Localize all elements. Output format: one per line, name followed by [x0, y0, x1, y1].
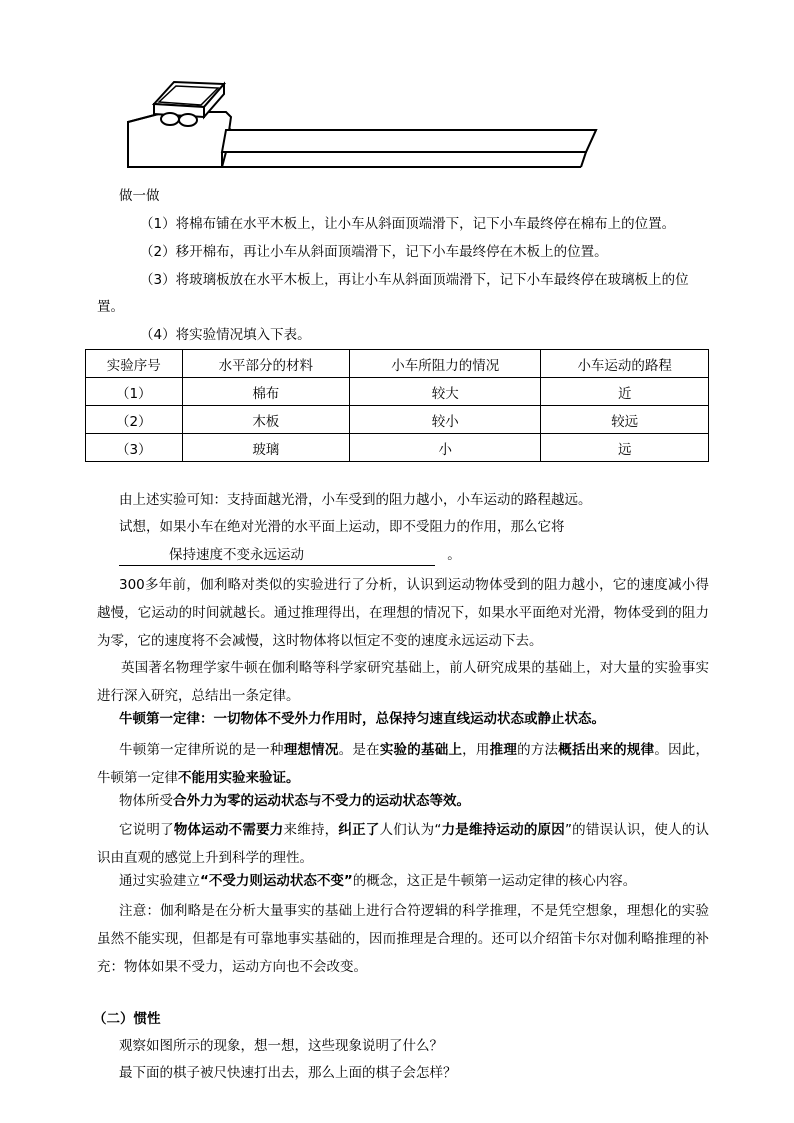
step-3: （3）将玻璃板放在水平木板上，再让小车从斜面顶端滑下，记下小车最终停在玻璃板上的位: [140, 272, 689, 288]
bold-text: 概括出来的规律: [558, 742, 655, 758]
bold-text: “不受力则运动状态不变”: [200, 873, 353, 889]
newton-intro-paragraph: 英国著名物理学家牛顿在伽利略等科学家研究基础上，前人研究成果的基础上，对大量的实验事实进行深入研究，总结出一条定律。: [97, 660, 709, 704]
table-row: [86, 406, 709, 434]
table-row: [86, 434, 709, 462]
table-header-cell: 实验序号: [86, 350, 183, 378]
law-text: 一切物体不受外力作用时，总保持匀速直线运动状态或静止状态。: [213, 711, 605, 727]
concept-line: [119, 871, 636, 891]
bold-text: 合外力为零的运动状态与不受力的运动状态等效。: [173, 793, 470, 809]
inertia-heading: （二）惯性: [93, 1011, 161, 1027]
step-4: （4）将实验情况填入下表。: [140, 327, 311, 343]
ramp-cart-illustration: [126, 72, 606, 177]
bold-text: 实验的基础上: [379, 742, 463, 758]
experiment-table: [85, 349, 709, 462]
observe-question: 观察如图所示的现象，想一想，这些现象说明了什么？: [119, 1038, 443, 1054]
text: 人们认为“: [379, 822, 442, 838]
text: 的概念，这正是牛顿第一运动定律的核心内容。: [352, 873, 637, 889]
bold-text: 不能用实验来验证。: [178, 770, 300, 786]
table-cell: 木板: [182, 406, 350, 434]
guess-end: 。: [447, 547, 461, 563]
newton-law: [119, 709, 605, 729]
conclusion-text: 由上述实验可知：支持面越光滑，小车受到的阻力越小，小车运动的路程越远。: [119, 492, 592, 508]
table-cell: （1）: [86, 378, 183, 406]
table-cell: 远: [541, 434, 709, 462]
table-cell: （3）: [86, 434, 183, 462]
bold-text: 物体运动不需要力: [173, 822, 284, 838]
step-2: （2）移开棉布，再让小车从斜面顶端滑下，记下小车最终停在木板上的位置。: [140, 244, 608, 260]
table-cell: 棉布: [182, 378, 350, 406]
explain-paragraph: [97, 816, 709, 872]
step-1: （1）将棉布铺在水平木板上，让小车从斜面顶端滑下，记下小车最终停在棉布上的位置。: [140, 216, 676, 232]
table-row: [86, 378, 709, 406]
table-cell: 小: [350, 434, 541, 462]
text: 。因此，牛顿第一定律: [97, 742, 710, 786]
chess-question: 最下面的棋子被尺快速打出去，那么上面的棋子会怎样？: [119, 1065, 457, 1081]
table-header-cell: 水平部分的材料: [182, 350, 350, 378]
table-cell: 近: [541, 378, 709, 406]
section-heading-do: 做一做: [119, 188, 160, 204]
step-3-cont: 置。: [97, 299, 124, 315]
text: 物体所受: [119, 793, 173, 809]
guess-answer: 保持速度不变永远运动: [169, 547, 304, 563]
galileo-paragraph: 300多年前，伽利略对类似的实验进行了分析，认识到运动物体受到的阻力越小，它的速度减小得越慢，它运动的时间就越长。通过推理得出，在理想的情况下，如果水平面绝对光滑，物体受到的阻力为零，它的速度将不会减慢，这时物体将以恒定不变的速度永远运动下去。: [97, 577, 709, 649]
text: ”的错误认识，使人的认识由直观的感觉上升到科学的理性。: [97, 822, 710, 866]
table-header-cell: 小车所阻力的情况: [350, 350, 541, 378]
ideal-paragraph: [97, 736, 709, 792]
text: 它说明了: [119, 822, 174, 838]
table-cell: 较远: [541, 406, 709, 434]
bold-text: 纠正了: [338, 822, 380, 838]
text: 。是在: [338, 742, 380, 758]
equiv-line: [119, 791, 470, 811]
table-cell: （2）: [86, 406, 183, 434]
table-header-row: [86, 350, 709, 378]
text: 来维持，: [283, 822, 339, 838]
text: 牛顿第一定律所说的是一种: [119, 742, 284, 758]
text: 的方法: [517, 742, 559, 758]
guess-intro: 试想，如果小车在绝对光滑的水平面上运动，即不受阻力的作用，那么它将: [119, 519, 565, 535]
text: ，用: [462, 742, 490, 758]
table-header-cell: 小车运动的路程: [541, 350, 709, 378]
bold-text: 推理: [489, 742, 518, 758]
law-label: 牛顿第一定律：: [119, 711, 214, 727]
bold-text: 理想情况: [283, 742, 339, 758]
text: 通过实验建立: [119, 873, 200, 889]
fill-blank: [119, 545, 435, 566]
bold-text: 力是维持运动的原因: [441, 822, 565, 838]
table-cell: 较小: [350, 406, 541, 434]
table-cell: 玻璃: [182, 434, 350, 462]
table-cell: 较大: [350, 378, 541, 406]
note-paragraph: 注意：伽利略是在分析大量事实的基础上进行合符逻辑的科学推理，不是凭空想象，理想化的实验虽然不能实现，但都是有可靠地事实基础的，因而推理是合理的。还可以介绍笛卡尔对伽利略推理的补充：物体如果不受力，运动方向也不会改变。: [97, 903, 709, 975]
guess-answer-line: [119, 545, 461, 566]
